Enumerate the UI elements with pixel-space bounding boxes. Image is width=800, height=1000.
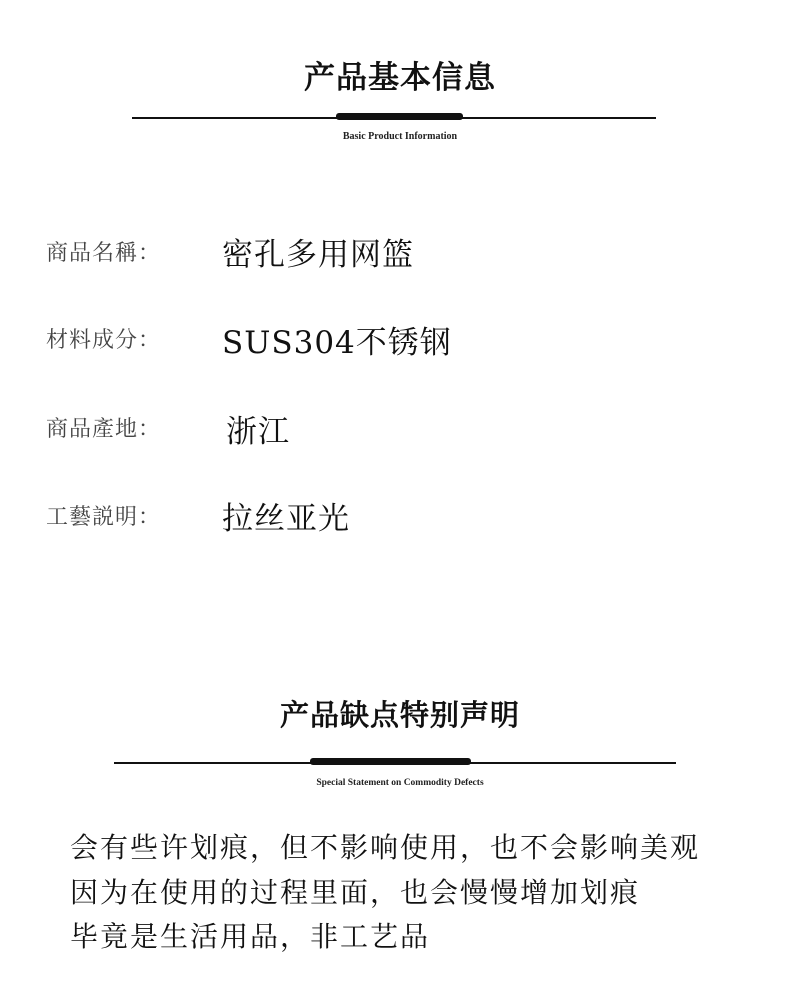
product-name-value: 密孔多用网篮 — [222, 237, 414, 273]
defects-line-2: 因为在使用的过程里面，也会慢慢增加划痕 — [70, 876, 641, 909]
product-name-label: 商品名稱： — [46, 241, 162, 266]
craft-value: 拉丝亚光 — [222, 501, 350, 537]
origin-value: 浙江 — [226, 414, 290, 450]
defects-subtitle: Special Statement on Commodity Defects — [316, 778, 484, 788]
material-value: SUS304不锈钢 — [222, 325, 452, 361]
basic-info-divider-accent — [336, 113, 463, 120]
craft-label: 工藝説明： — [46, 505, 162, 530]
defects-title: 产品缺点特别声明 — [279, 698, 520, 732]
origin-label: 商品產地： — [46, 417, 162, 442]
defects-line-3: 毕竟是生活用品，非工艺品 — [70, 920, 431, 953]
defects-divider-accent — [310, 758, 471, 765]
defects-line-1: 会有些许划痕，但不影响使用，也不会影响美观 — [70, 831, 701, 864]
material-label: 材料成分： — [46, 328, 162, 353]
basic-info-title: 产品基本信息 — [304, 60, 496, 96]
basic-info-subtitle: Basic Product Information — [342, 131, 458, 142]
